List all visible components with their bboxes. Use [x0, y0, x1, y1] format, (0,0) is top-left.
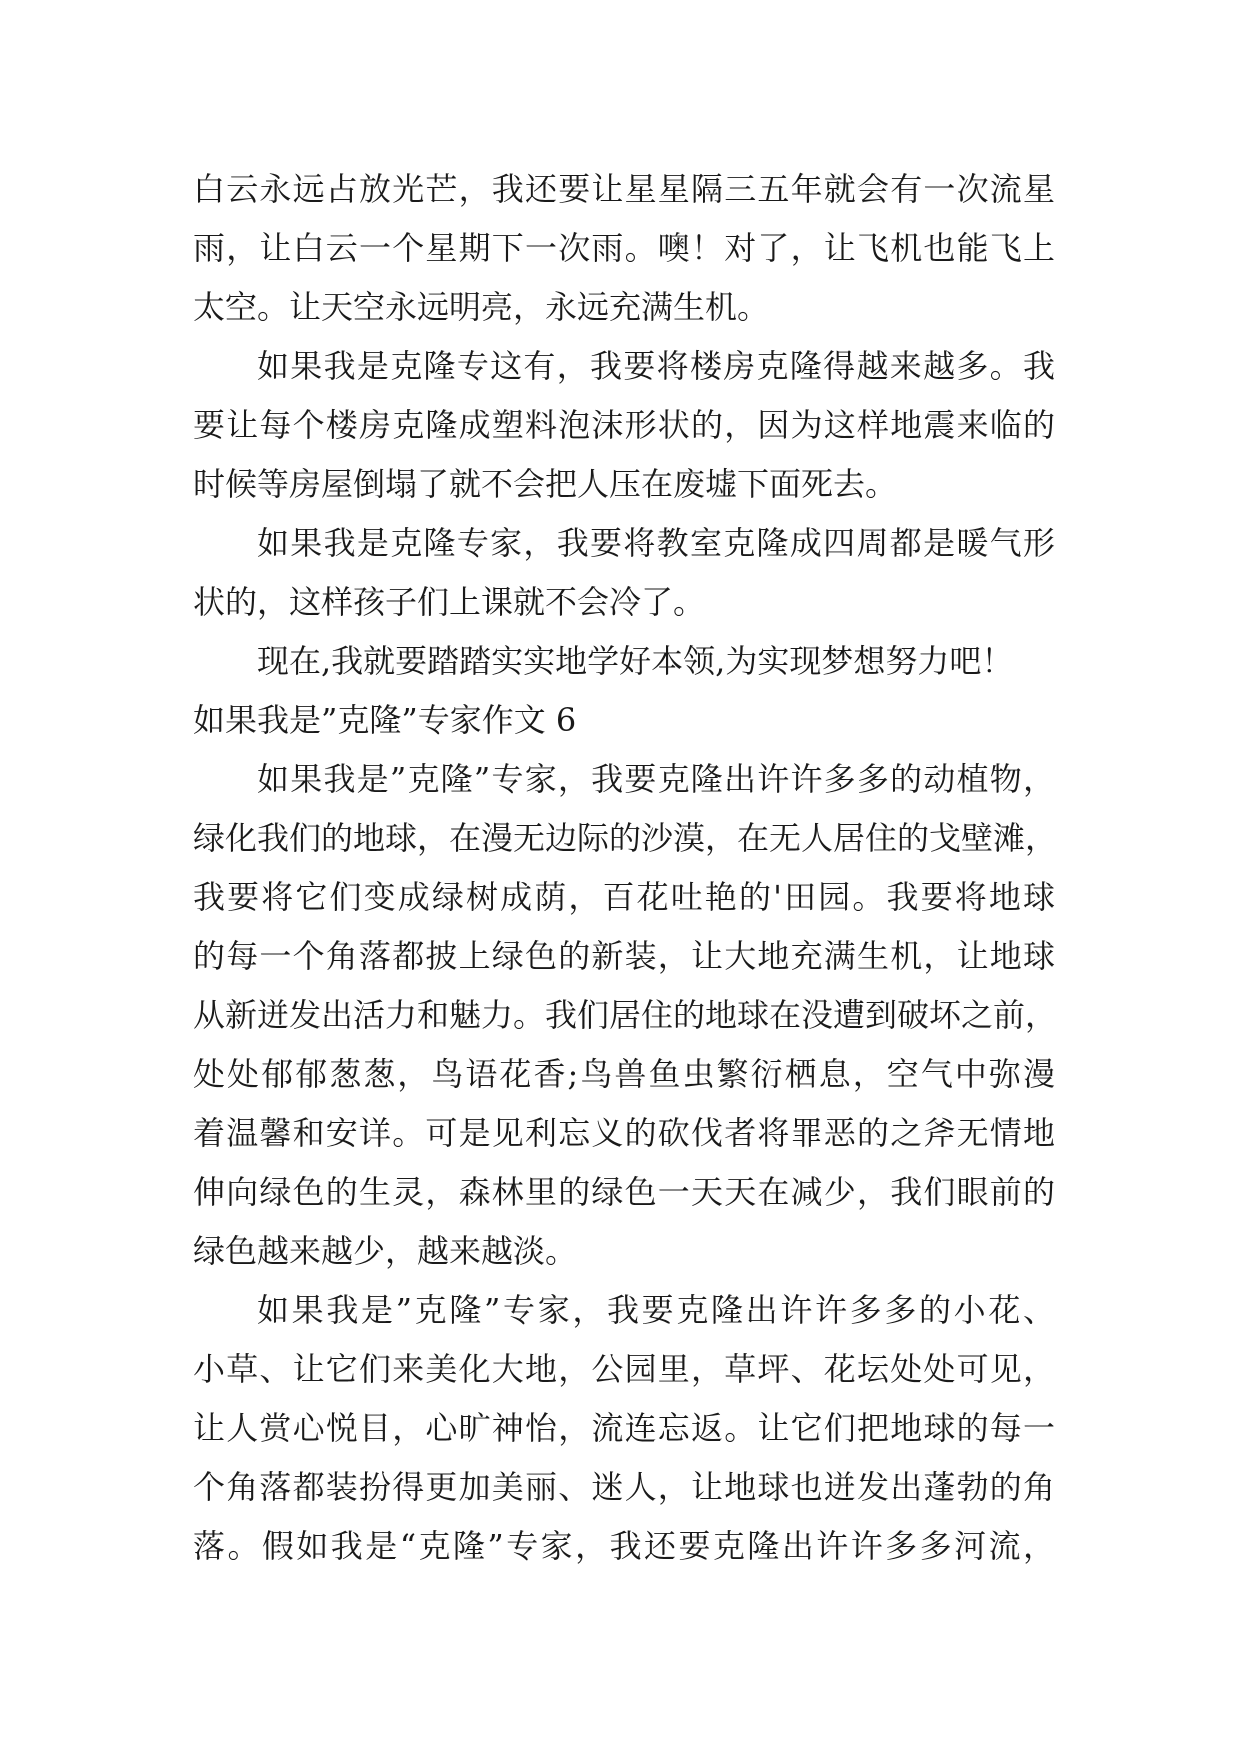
document-body	[193, 160, 1058, 1576]
paragraph-first-line: 如果我是”克隆”专家，我要克隆出许许多多的小花、	[257, 1291, 1055, 1329]
text-line: 要让每个楼房克隆成塑料泡沫形状的，因为这样地震来临的	[193, 406, 1055, 444]
paragraph-first-line: 现在,我就要踏踏实实地学好本领,为实现梦想努力吧！	[257, 642, 1014, 680]
paragraph-first-line: 如果我是克隆专家，我要将教室克隆成四周都是暖气形	[257, 524, 1055, 562]
text-line: 让人赏心悦目，心旷神怡，流连忘返。让它们把地球的每一	[193, 1409, 1055, 1447]
text-line: 绿化我们的地球，在漫无边际的沙漠，在无人居住的戈壁滩，	[193, 819, 1058, 857]
paragraph-first-line: 如果我是”克隆”专家，我要克隆出许许多多的动植物，	[257, 760, 1055, 798]
text-line: 白云永远占放光芒，我还要让星星隔三五年就会有一次流星	[193, 170, 1055, 208]
text-line: 从新迸发出活力和魅力。我们居住的地球在没遭到破坏之前，	[193, 996, 1058, 1034]
text-line: 个角落都装扮得更加美丽、迷人，让地球也迸发出蓬勃的角	[193, 1468, 1055, 1506]
text-line: 小草、让它们来美化大地，公园里，草坪、花坛处处可见，	[193, 1350, 1055, 1388]
text-line: 的每一个角落都披上绿色的新装，让大地充满生机，让地球	[193, 937, 1055, 975]
text-line: 伸向绿色的生灵，森林里的绿色一天天在减少，我们眼前的	[193, 1173, 1055, 1211]
text-line: 着温馨和安详。可是见利忘义的砍伐者将罪恶的之斧无情地	[193, 1114, 1055, 1152]
section-heading: 如果我是”克隆”专家作文 6	[193, 701, 577, 739]
text-line: 绿色越来越少，越来越淡。	[193, 1232, 578, 1270]
text-line: 雨，让白云一个星期下一次雨。噢！对了，让飞机也能飞上	[193, 229, 1055, 267]
text-line: 时候等房屋倒塌了就不会把人压在废墟下面死去。	[193, 465, 898, 503]
text-line: 落。假如我是“克隆”专家，我还要克隆出许许多多河流，	[193, 1527, 1055, 1565]
text-line: 我要将它们变成绿树成荫，百花吐艳的'田园。我要将地球	[193, 878, 1055, 916]
paragraph-first-line: 如果我是克隆专这有，我要将楼房克隆得越来越多。我	[257, 347, 1055, 385]
text-line: 状的，这样孩子们上课就不会冷了。	[193, 583, 706, 621]
text-line: 太空。让天空永远明亮，永远充满生机。	[193, 288, 770, 326]
text-line: 处处郁郁葱葱，鸟语花香;鸟兽鱼虫繁衍栖息，空气中弥漫	[193, 1055, 1055, 1093]
